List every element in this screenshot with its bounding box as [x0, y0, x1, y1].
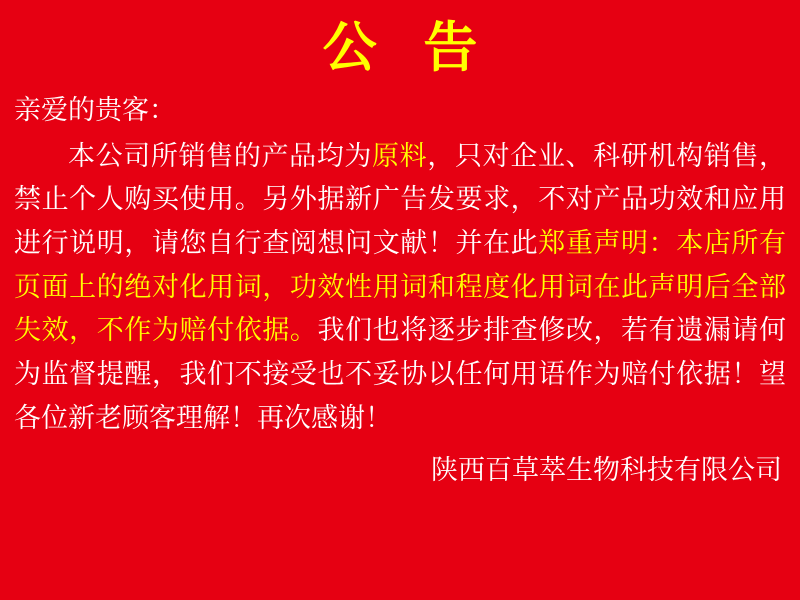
- paragraph-segment-2: ，只对企业、科研机构销售，禁止个人购买使用。另外据新广告发要求，不对产品功效和应用进行说明，请您自行查阅想问文献！并在此: [14, 140, 787, 259]
- paragraph-segment-3: 我们也将逐步排查修改，若有遗漏请何为监督提醒，我们不接受也不妥协以任何用语作为赔付依据！望各位新老顾客理解！再次感谢！: [14, 315, 787, 434]
- notice-body: [0, 81, 800, 441]
- highlight-solemn-statement: 郑重声明：本店所有页面上的绝对化用词，功效性用词和程度化用词在此声明后全部失效，不作为赔付依据。: [14, 228, 787, 347]
- highlight-raw-material: 原料: [372, 140, 428, 172]
- company-signature: 陕西百草萃生物科技有限公司: [431, 454, 782, 486]
- page-title: 公 告: [322, 16, 492, 79]
- salutation: 亲爱的贵客：: [14, 94, 176, 126]
- notice-paragraph: [14, 135, 786, 441]
- paragraph-segment-1: 本公司所销售的产品均为: [68, 140, 373, 172]
